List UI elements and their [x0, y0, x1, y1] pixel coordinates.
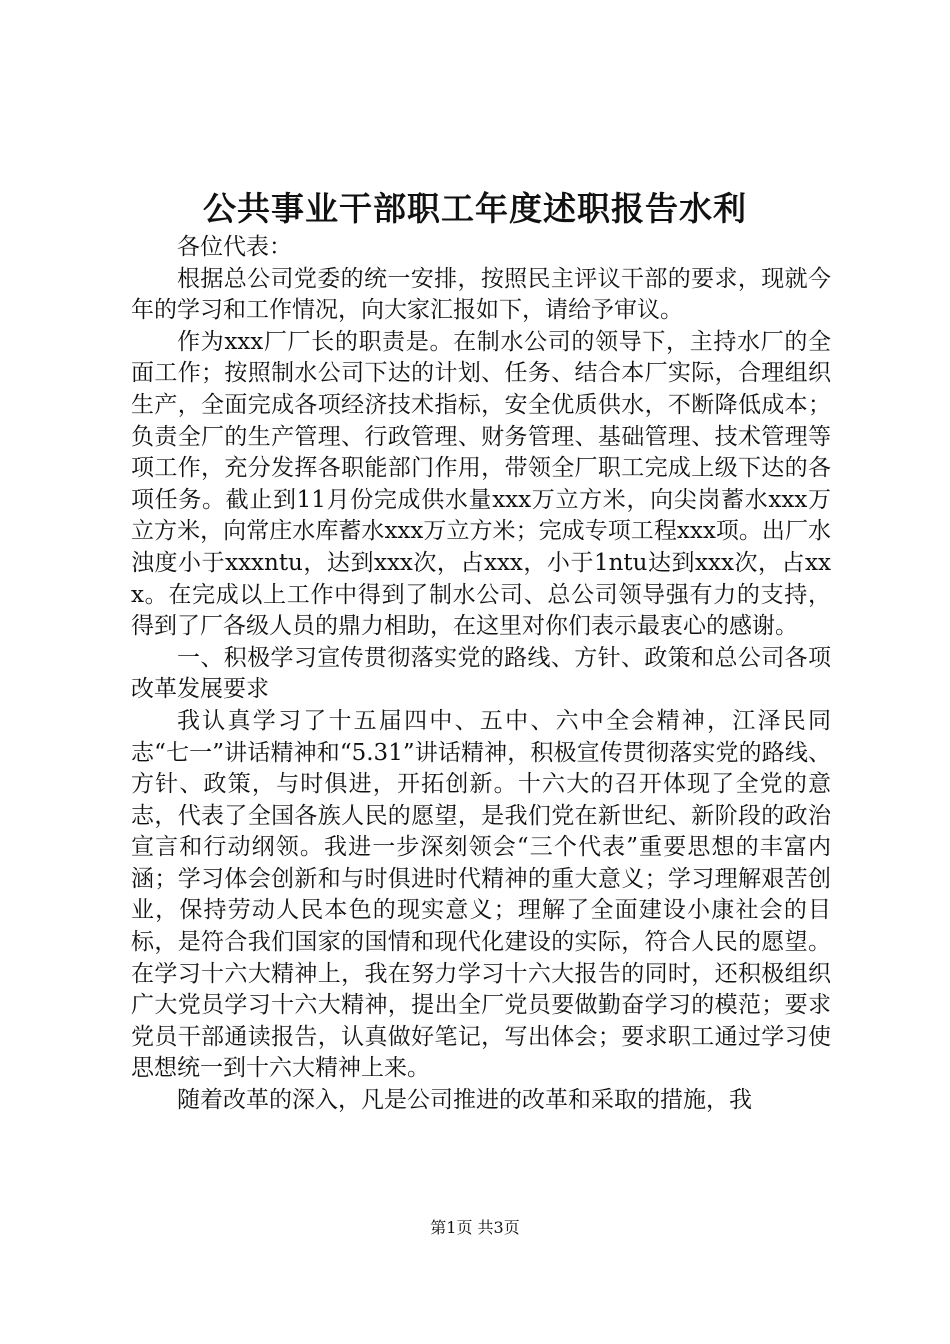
body-paragraph: 我认真学习了十五届四中、五中、六中全会精神，江泽民同志“七一”讲话精神和“5.31”讲话精神，积极宣传贯彻落实党的路线、方针、政策，与时俱进，开拓创新。十六大的召开体现了全党的意志，代表了全国各族人民的愿望，是我们党在新世纪、新阶段的政治宣言和行动纲领。我进一步深刻领会“三个代表”重要思想的丰富内涵；学习体会创新和与时俱进时代精神的重大意义；学习理解艰苦创业，保持劳动人民本色的现实意义；理解了全面建设小康社会的目标，是符合我们国家的国情和现代化建设的实际，符合人民的愿望。在学习十六大精神上，我在努力学习十六大报告的同时，还积极组织广大党员学习十六大精神，提出全厂党员要做勤奋学习的模范；要求党员干部通读报告，认真做好笔记，写出体会；要求职工通过学习使思想统一到十六大精神上来。 — [131, 707, 831, 1082]
document-title: 公共事业干部职工年度述职报告水利 — [203, 189, 747, 228]
body-paragraph: 作为xxx厂厂长的职责是。在制水公司的领导下，主持水厂的全面工作；按照制水公司下达的计划、任务、结合本厂实际，合理组织生产，全面完成各项经济技术指标，安全优质供水，不断降低成本；负责全厂的生产管理、行政管理、财务管理、基础管理、技术管理等项工作，充分发挥各职能部门作用，带领全厂职工完成上级下达的各项任务。截止到11月份完成供水量xxx万立方米，向尖岗蓄水xxx万立方米，向常庄水库蓄水xxx万立方米；完成专项工程xxx项。出厂水浊度小于xxxntu，达到xxx次，占xxx，小于1ntu达到xxx次，占xxx。在完成以上工作中得到了制水公司、总公司领导强有力的支持，得到了厂各级人员的鼎力相助，在这里对你们表示最衷心的感谢。 — [131, 328, 831, 640]
document-body — [131, 232, 831, 1117]
salutation-paragraph: 各位代表： — [177, 234, 292, 260]
body-paragraph: 根据总公司党委的统一安排，按照民主评议干部的要求，现就今年的学习和工作情况，向大家汇报如下，请给予审议。 — [131, 265, 831, 324]
page-number-footer: 第1页 共3页 — [430, 1218, 520, 1237]
section-heading: 一、积极学习宣传贯彻落实党的路线、方针、政策和总公司各项改革发展要求 — [131, 644, 831, 703]
body-paragraph: 随着改革的深入，凡是公司推进的改革和采取的措施，我 — [177, 1087, 752, 1114]
